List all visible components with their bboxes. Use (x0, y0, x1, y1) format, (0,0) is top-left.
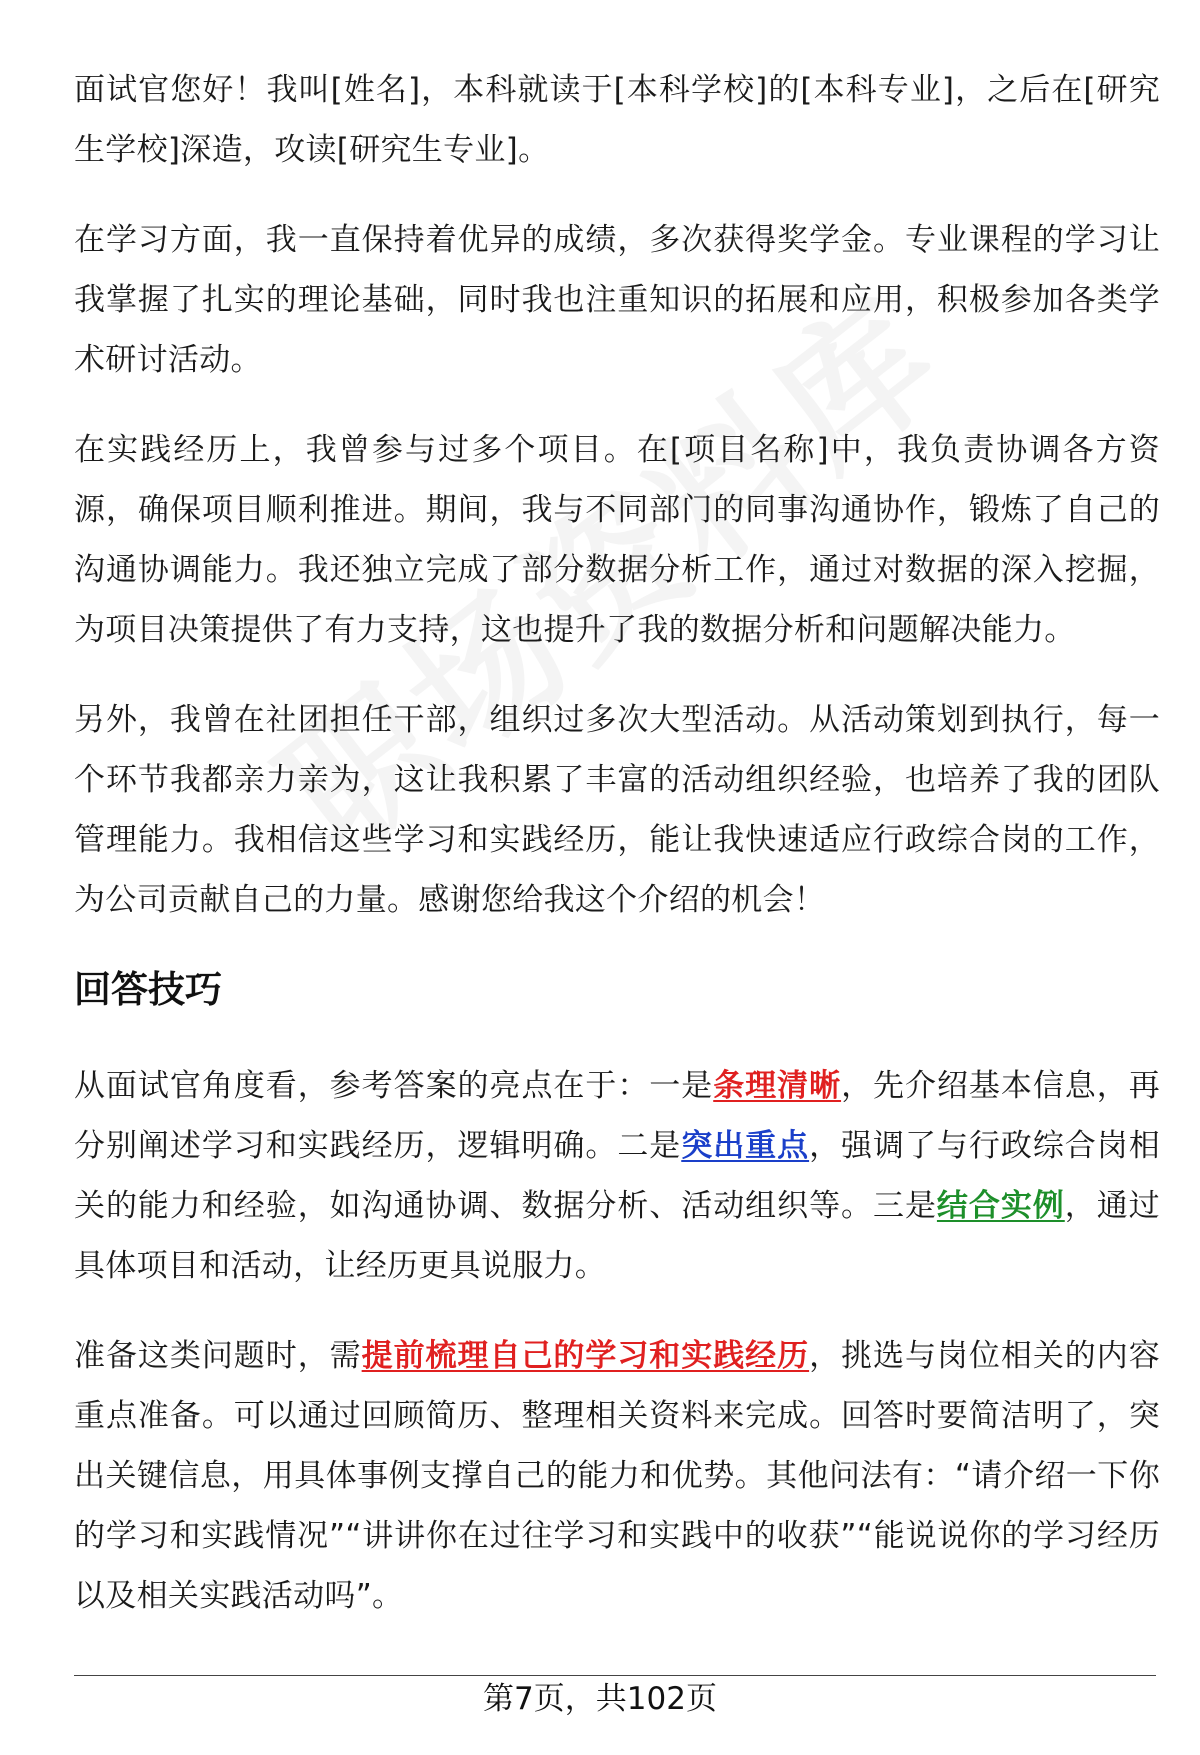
tips-text: ，强调了与行政综合岗相关的能力和经验，如沟通协调、数据分析、活动组织等。三是 (74, 1128, 1160, 1224)
tips-text: ，挑选与岗位相关的内容重点准备。可以通过回顾简历、整理相关资料来完成。回答时要简洁明了，突出关键信息，用具体事例支撑自己的能力和优势。其他问法有：“请介绍一下你的学习和实践情况”“讲讲你在过往学习和实践中的收获”“能说说你的学习经历以及相关实践活动吗”。 (74, 1338, 1160, 1614)
highlight-examples: 结合实例 (936, 1188, 1065, 1224)
highlight-prepare-experience: 提前梳理自己的学习和实践经历 (361, 1338, 810, 1374)
answer-paragraph-practice: 在实践经历上，我曾参与过多个项目。在[项目名称]中，我负责协调各方资源，确保项目顺利推进。期间，我与不同部门的同事沟通协作，锻炼了自己的沟通协调能力。我还独立完成了部分数据分析工作，通过对数据的深入挖掘，为项目决策提供了有力支持，这也提升了我的数据分析和问题解决能力。 (74, 432, 1160, 648)
tips-text: 准备这类问题时，需 (74, 1338, 362, 1374)
answer-paragraph-study: 在学习方面，我一直保持着优异的成绩，多次获得奖学金。专业课程的学习让我掌握了扎实的理论基础，同时我也注重知识的拓展和应用，积极参加各类学术研讨活动。 (74, 222, 1160, 378)
answer-paragraph-club: 另外，我曾在社团担任干部，组织过多次大型活动。从活动策划到执行，每一个环节我都亲力亲为，这让我积累了丰富的活动组织经验，也培养了我的团队管理能力。我相信这些学习和实践经历，能让我快速适应行政综合岗的工作，为公司贡献自己的力量。感谢您给我这个介绍的机会！ (74, 702, 1160, 918)
tips-paragraph-highlights (74, 1056, 1160, 1296)
page-number: 第7页，共102页 (483, 1681, 717, 1717)
highlight-clear-structure: 条理清晰 (713, 1068, 842, 1104)
tips-paragraph-preparation (74, 1326, 1160, 1626)
answer-paragraph-intro: 面试官您好！我叫[姓名]，本科就读于[本科学校]的[本科专业]，之后在[研究生学校]深造，攻读[研究生专业]。 (74, 72, 1160, 168)
tips-text: ，先介绍基本信息，再分别阐述学习和实践经历，逻辑明确。二是 (74, 1068, 1161, 1164)
tips-text: 从面试官角度看，参考答案的亮点在于：一是 (74, 1068, 714, 1104)
highlight-key-points: 突出重点 (681, 1128, 810, 1164)
document-body (74, 60, 1160, 1656)
section-title: 回答技巧 (74, 968, 222, 1011)
tips-text: ，通过具体项目和活动，让经历更具说服力。 (74, 1188, 1160, 1284)
